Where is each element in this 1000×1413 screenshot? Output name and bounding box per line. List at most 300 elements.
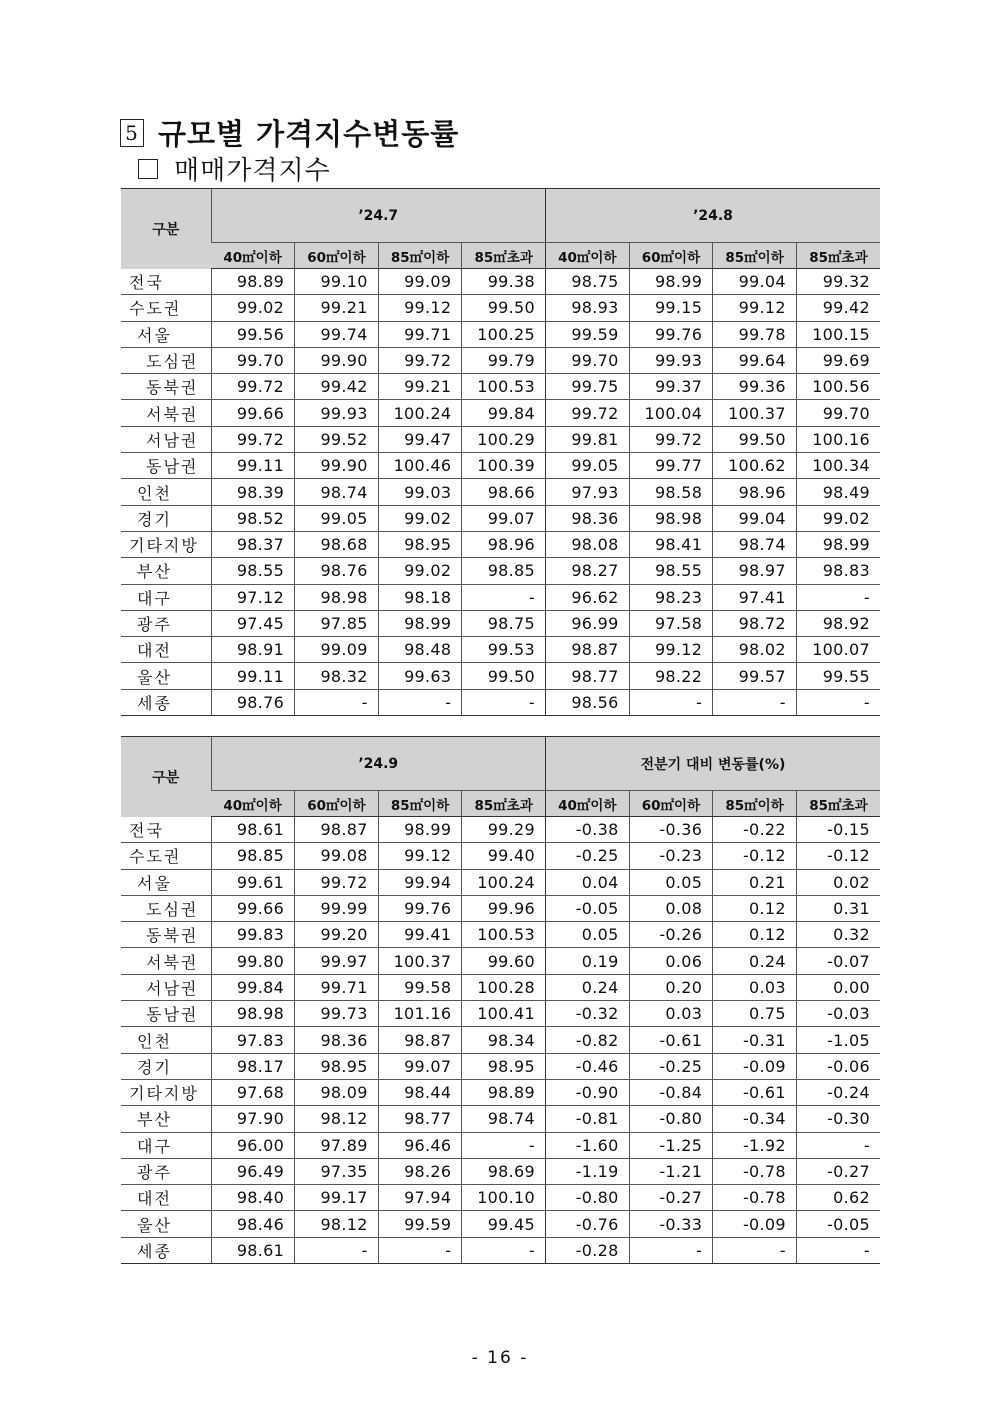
value-cell: 100.25 <box>462 321 546 347</box>
value-cell: -0.84 <box>629 1079 713 1105</box>
region-label: 도심권 <box>121 347 211 373</box>
value-cell: 99.21 <box>295 295 379 321</box>
value-cell: 98.17 <box>211 1053 295 1079</box>
value-cell: -0.80 <box>629 1106 713 1132</box>
value-cell: 101.16 <box>378 1001 462 1027</box>
table-row <box>121 505 880 531</box>
value-cell: 98.26 <box>378 1158 462 1184</box>
size-header: 60㎡이하 <box>629 243 713 269</box>
value-cell: 99.04 <box>713 505 797 531</box>
value-cell: -0.05 <box>546 895 630 921</box>
value-cell: 100.04 <box>629 400 713 426</box>
size-header: 85㎡초과 <box>462 791 546 817</box>
value-cell: 98.95 <box>378 531 462 557</box>
value-cell: -0.25 <box>629 1053 713 1079</box>
value-cell: -0.31 <box>713 1027 797 1053</box>
value-cell: -0.33 <box>629 1211 713 1237</box>
value-cell: 98.37 <box>211 531 295 557</box>
section-heading <box>120 112 459 153</box>
region-label: 인천 <box>121 1027 211 1053</box>
region-label: 광주 <box>121 1158 211 1184</box>
value-cell: 98.99 <box>378 817 462 843</box>
table-row <box>121 610 880 636</box>
value-cell: - <box>462 1237 546 1263</box>
value-cell: 0.24 <box>713 948 797 974</box>
value-cell: 98.85 <box>462 558 546 584</box>
value-cell: 99.71 <box>378 321 462 347</box>
table-row <box>121 1211 880 1237</box>
section-title: 규모별 가격지수변동률 <box>158 117 460 151</box>
value-cell: -0.78 <box>713 1158 797 1184</box>
region-label: 대구 <box>121 584 211 610</box>
value-cell: 98.32 <box>295 663 379 689</box>
value-cell: 97.35 <box>295 1158 379 1184</box>
region-label: 울산 <box>121 1211 211 1237</box>
value-cell: 98.75 <box>462 610 546 636</box>
value-cell: -0.61 <box>629 1027 713 1053</box>
value-cell: 100.07 <box>796 637 880 663</box>
region-label: 동북권 <box>121 922 211 948</box>
region-label: 수도권 <box>121 843 211 869</box>
region-label: 서북권 <box>121 400 211 426</box>
value-cell: 99.77 <box>629 453 713 479</box>
period-header: ’24.8 <box>546 189 881 243</box>
value-cell: 98.95 <box>295 1053 379 1079</box>
value-cell: 99.93 <box>629 347 713 373</box>
value-cell: 98.09 <box>295 1079 379 1105</box>
size-header: 40㎡이하 <box>211 791 295 817</box>
table-row <box>121 347 880 373</box>
value-cell: 100.39 <box>462 453 546 479</box>
value-cell: 99.71 <box>295 974 379 1000</box>
value-cell: -0.80 <box>546 1185 630 1211</box>
value-cell: 99.32 <box>796 269 880 295</box>
table-row <box>121 817 880 843</box>
region-label: 동북권 <box>121 374 211 400</box>
value-cell: -0.34 <box>713 1106 797 1132</box>
value-cell: 99.41 <box>378 922 462 948</box>
value-cell: 100.56 <box>796 374 880 400</box>
price-index-table-1 <box>121 188 880 716</box>
table-row <box>121 269 880 295</box>
value-cell: -0.38 <box>546 817 630 843</box>
value-cell: 99.80 <box>211 948 295 974</box>
value-cell: 99.15 <box>629 295 713 321</box>
value-cell: 98.48 <box>378 637 462 663</box>
table-row <box>121 479 880 505</box>
region-label: 부산 <box>121 1106 211 1132</box>
value-cell: 99.81 <box>546 426 630 452</box>
value-cell: 97.93 <box>546 479 630 505</box>
region-label: 전국 <box>121 269 211 295</box>
value-cell: 99.97 <box>295 948 379 974</box>
value-cell: 100.24 <box>378 400 462 426</box>
value-cell: 99.09 <box>295 637 379 663</box>
value-cell: -0.28 <box>546 1237 630 1263</box>
value-cell: 98.39 <box>211 479 295 505</box>
value-cell: 98.77 <box>546 663 630 689</box>
value-cell: 98.72 <box>713 610 797 636</box>
region-label: 기타지방 <box>121 1079 211 1105</box>
value-cell: 99.47 <box>378 426 462 452</box>
value-cell: -0.36 <box>629 817 713 843</box>
value-cell: 98.66 <box>462 479 546 505</box>
value-cell: - <box>378 689 462 715</box>
region-label: 기타지방 <box>121 531 211 557</box>
region-label: 대구 <box>121 1132 211 1158</box>
region-label: 동남권 <box>121 1001 211 1027</box>
value-cell: 96.46 <box>378 1132 462 1158</box>
value-cell: 98.27 <box>546 558 630 584</box>
value-cell: 99.55 <box>796 663 880 689</box>
value-cell: 98.08 <box>546 531 630 557</box>
region-label: 부산 <box>121 558 211 584</box>
value-cell: 99.50 <box>713 426 797 452</box>
table-row <box>121 974 880 1000</box>
value-cell: 99.72 <box>629 426 713 452</box>
period-header: 전분기 대비 변동률(%) <box>546 737 881 791</box>
table-row <box>121 321 880 347</box>
value-cell: 99.57 <box>713 663 797 689</box>
value-cell: -0.26 <box>629 922 713 948</box>
value-cell: 98.61 <box>211 1237 295 1263</box>
value-cell: 99.02 <box>378 558 462 584</box>
value-cell: -1.19 <box>546 1158 630 1184</box>
size-header: 85㎡초과 <box>796 243 880 269</box>
value-cell: 98.76 <box>211 689 295 715</box>
size-header: 40㎡이하 <box>546 791 630 817</box>
value-cell: 0.03 <box>629 1001 713 1027</box>
value-cell: 96.62 <box>546 584 630 610</box>
value-cell: 98.96 <box>462 531 546 557</box>
value-cell: -0.06 <box>796 1053 880 1079</box>
region-label: 동남권 <box>121 453 211 479</box>
value-cell: 98.22 <box>629 663 713 689</box>
value-cell: -0.81 <box>546 1106 630 1132</box>
value-cell: 0.03 <box>713 974 797 1000</box>
value-cell: 99.79 <box>462 347 546 373</box>
value-cell: 100.28 <box>462 974 546 1000</box>
value-cell: -0.23 <box>629 843 713 869</box>
region-label: 전국 <box>121 817 211 843</box>
section-number-box: 5 <box>120 119 144 147</box>
value-cell: 99.63 <box>378 663 462 689</box>
value-cell: 99.90 <box>295 453 379 479</box>
value-cell: 98.95 <box>462 1053 546 1079</box>
period-header: ’24.7 <box>211 189 546 243</box>
value-cell: 99.73 <box>295 1001 379 1027</box>
region-label: 도심권 <box>121 895 211 921</box>
region-label: 서울 <box>121 869 211 895</box>
page-number: - 16 - <box>471 1348 529 1368</box>
value-cell: 99.59 <box>378 1211 462 1237</box>
value-cell: 98.87 <box>378 1027 462 1053</box>
value-cell: 96.99 <box>546 610 630 636</box>
value-cell: 98.36 <box>295 1027 379 1053</box>
value-cell: 99.72 <box>378 347 462 373</box>
region-label: 세종 <box>121 689 211 715</box>
value-cell: 98.23 <box>629 584 713 610</box>
value-cell: 99.78 <box>713 321 797 347</box>
value-cell: 100.53 <box>462 374 546 400</box>
value-cell: 100.62 <box>713 453 797 479</box>
value-cell: 98.74 <box>462 1106 546 1132</box>
value-cell: 0.00 <box>796 974 880 1000</box>
value-cell: 99.05 <box>295 505 379 531</box>
value-cell: 99.20 <box>295 922 379 948</box>
value-cell: - <box>462 689 546 715</box>
region-label: 서울 <box>121 321 211 347</box>
value-cell: 98.87 <box>295 817 379 843</box>
value-cell: 97.90 <box>211 1106 295 1132</box>
value-cell: 99.83 <box>211 922 295 948</box>
value-cell: 98.99 <box>629 269 713 295</box>
value-cell: 97.94 <box>378 1185 462 1211</box>
value-cell: 98.12 <box>295 1106 379 1132</box>
value-cell: 98.77 <box>378 1106 462 1132</box>
table-row <box>121 1079 880 1105</box>
value-cell: 99.08 <box>295 843 379 869</box>
table-row <box>121 637 880 663</box>
value-cell: 100.29 <box>462 426 546 452</box>
subsection-title: 매매가격지수 <box>174 156 331 186</box>
value-cell: 98.85 <box>211 843 295 869</box>
table-row <box>121 558 880 584</box>
value-cell: 0.04 <box>546 869 630 895</box>
value-cell: 98.18 <box>378 584 462 610</box>
value-cell: - <box>378 1237 462 1263</box>
value-cell: 0.05 <box>546 922 630 948</box>
value-cell: 98.87 <box>546 637 630 663</box>
value-cell: 0.02 <box>796 869 880 895</box>
value-cell: - <box>796 1237 880 1263</box>
value-cell: 99.70 <box>211 347 295 373</box>
value-cell: 98.74 <box>713 531 797 557</box>
value-cell: 99.09 <box>378 269 462 295</box>
table-row <box>121 1132 880 1158</box>
value-cell: - <box>295 1237 379 1263</box>
size-header: 85㎡초과 <box>462 243 546 269</box>
region-label: 대전 <box>121 637 211 663</box>
value-cell: 98.55 <box>629 558 713 584</box>
value-cell: 99.12 <box>378 295 462 321</box>
value-cell: 99.84 <box>211 974 295 1000</box>
value-cell: -0.46 <box>546 1053 630 1079</box>
value-cell: - <box>796 584 880 610</box>
value-cell: 99.07 <box>378 1053 462 1079</box>
value-cell: 0.31 <box>796 895 880 921</box>
value-cell: 99.12 <box>629 637 713 663</box>
value-cell: 96.00 <box>211 1132 295 1158</box>
value-cell: 100.34 <box>796 453 880 479</box>
value-cell: 99.76 <box>378 895 462 921</box>
value-cell: - <box>713 1237 797 1263</box>
value-cell: 99.21 <box>378 374 462 400</box>
value-cell: -0.09 <box>713 1053 797 1079</box>
value-cell: 99.02 <box>378 505 462 531</box>
value-cell: 99.99 <box>295 895 379 921</box>
value-cell: 99.45 <box>462 1211 546 1237</box>
value-cell: -0.76 <box>546 1211 630 1237</box>
value-cell: 97.45 <box>211 610 295 636</box>
value-cell: 99.36 <box>713 374 797 400</box>
value-cell: 99.29 <box>462 817 546 843</box>
value-cell: 98.34 <box>462 1027 546 1053</box>
value-cell: 100.46 <box>378 453 462 479</box>
size-header: 85㎡이하 <box>378 243 462 269</box>
value-cell: 98.93 <box>546 295 630 321</box>
value-cell: 97.41 <box>713 584 797 610</box>
value-cell: 99.12 <box>713 295 797 321</box>
value-cell: 0.21 <box>713 869 797 895</box>
value-cell: 99.75 <box>546 374 630 400</box>
table-row <box>121 426 880 452</box>
value-cell: 99.52 <box>295 426 379 452</box>
value-cell: 99.64 <box>713 347 797 373</box>
region-label: 서남권 <box>121 426 211 452</box>
value-cell: -0.09 <box>713 1211 797 1237</box>
value-cell: 99.84 <box>462 400 546 426</box>
value-cell: 99.04 <box>713 269 797 295</box>
value-cell: 99.72 <box>295 869 379 895</box>
value-cell: -0.78 <box>713 1185 797 1211</box>
value-cell: 99.02 <box>211 295 295 321</box>
value-cell: 98.02 <box>713 637 797 663</box>
value-cell: 97.68 <box>211 1079 295 1105</box>
size-header: 60㎡이하 <box>629 791 713 817</box>
table-row <box>121 843 880 869</box>
value-cell: 98.44 <box>378 1079 462 1105</box>
value-cell: -0.61 <box>713 1079 797 1105</box>
value-cell: 0.08 <box>629 895 713 921</box>
value-cell: -1.25 <box>629 1132 713 1158</box>
value-cell: - <box>295 689 379 715</box>
table-row <box>121 1053 880 1079</box>
region-label: 광주 <box>121 610 211 636</box>
value-cell: 99.72 <box>211 426 295 452</box>
value-cell: 100.16 <box>796 426 880 452</box>
value-cell: 100.15 <box>796 321 880 347</box>
table-row <box>121 948 880 974</box>
value-cell: 99.38 <box>462 269 546 295</box>
value-cell: 98.76 <box>295 558 379 584</box>
value-cell: 0.32 <box>796 922 880 948</box>
value-cell: 99.53 <box>462 637 546 663</box>
value-cell: 99.72 <box>546 400 630 426</box>
value-cell: 99.42 <box>796 295 880 321</box>
value-cell: -0.27 <box>796 1158 880 1184</box>
size-header: 60㎡이하 <box>295 243 379 269</box>
value-cell: 99.56 <box>211 321 295 347</box>
value-cell: -0.05 <box>796 1211 880 1237</box>
table-row <box>121 531 880 557</box>
value-cell: - <box>629 689 713 715</box>
value-cell: 99.58 <box>378 974 462 1000</box>
value-cell: 0.62 <box>796 1185 880 1211</box>
value-cell: -1.05 <box>796 1027 880 1053</box>
value-cell: 98.61 <box>211 817 295 843</box>
size-header: 85㎡이하 <box>378 791 462 817</box>
value-cell: 98.75 <box>546 269 630 295</box>
value-cell: 100.41 <box>462 1001 546 1027</box>
value-cell: 100.24 <box>462 869 546 895</box>
table-row <box>121 453 880 479</box>
value-cell: 96.49 <box>211 1158 295 1184</box>
value-cell: 99.93 <box>295 400 379 426</box>
value-cell: 99.96 <box>462 895 546 921</box>
region-label: 울산 <box>121 663 211 689</box>
value-cell: 99.72 <box>211 374 295 400</box>
value-cell: - <box>462 584 546 610</box>
value-cell: -0.27 <box>629 1185 713 1211</box>
value-cell: 99.59 <box>546 321 630 347</box>
table-row <box>121 869 880 895</box>
value-cell: -0.90 <box>546 1079 630 1105</box>
value-cell: 98.91 <box>211 637 295 663</box>
value-cell: 0.24 <box>546 974 630 1000</box>
value-cell: 0.06 <box>629 948 713 974</box>
value-cell: -0.30 <box>796 1106 880 1132</box>
value-cell: 99.10 <box>295 269 379 295</box>
region-label: 대전 <box>121 1185 211 1211</box>
subsection-heading <box>138 150 331 187</box>
value-cell: 99.50 <box>462 663 546 689</box>
value-cell: -0.32 <box>546 1001 630 1027</box>
value-cell: 99.02 <box>796 505 880 531</box>
table-row <box>121 663 880 689</box>
value-cell: 98.89 <box>211 269 295 295</box>
size-header: 85㎡이하 <box>713 791 797 817</box>
value-cell: 98.69 <box>462 1158 546 1184</box>
square-bullet-icon <box>138 159 158 179</box>
value-cell: 99.42 <box>295 374 379 400</box>
value-cell: 98.96 <box>713 479 797 505</box>
value-cell: -0.07 <box>796 948 880 974</box>
table-row <box>121 689 880 715</box>
value-cell: 99.11 <box>211 663 295 689</box>
value-cell: 97.58 <box>629 610 713 636</box>
value-cell: 98.97 <box>713 558 797 584</box>
value-cell: - <box>796 1132 880 1158</box>
value-cell: 98.74 <box>295 479 379 505</box>
table-row <box>121 922 880 948</box>
table-row <box>121 1158 880 1184</box>
value-cell: 98.40 <box>211 1185 295 1211</box>
value-cell: -1.21 <box>629 1158 713 1184</box>
table-row <box>121 584 880 610</box>
value-cell: -0.25 <box>546 843 630 869</box>
value-cell: -0.12 <box>796 843 880 869</box>
value-cell: 99.03 <box>378 479 462 505</box>
period-header: ’24.9 <box>211 737 546 791</box>
value-cell: 98.56 <box>546 689 630 715</box>
value-cell: - <box>629 1237 713 1263</box>
value-cell: 99.40 <box>462 843 546 869</box>
value-cell: 98.55 <box>211 558 295 584</box>
table-row <box>121 1106 880 1132</box>
region-label: 세종 <box>121 1237 211 1263</box>
value-cell: 98.52 <box>211 505 295 531</box>
table-row <box>121 400 880 426</box>
value-cell: 97.12 <box>211 584 295 610</box>
value-cell: 100.10 <box>462 1185 546 1211</box>
table-row <box>121 895 880 921</box>
value-cell: 98.99 <box>378 610 462 636</box>
value-cell: - <box>462 1132 546 1158</box>
value-cell: 100.53 <box>462 922 546 948</box>
value-cell: 99.90 <box>295 347 379 373</box>
value-cell: -0.12 <box>713 843 797 869</box>
